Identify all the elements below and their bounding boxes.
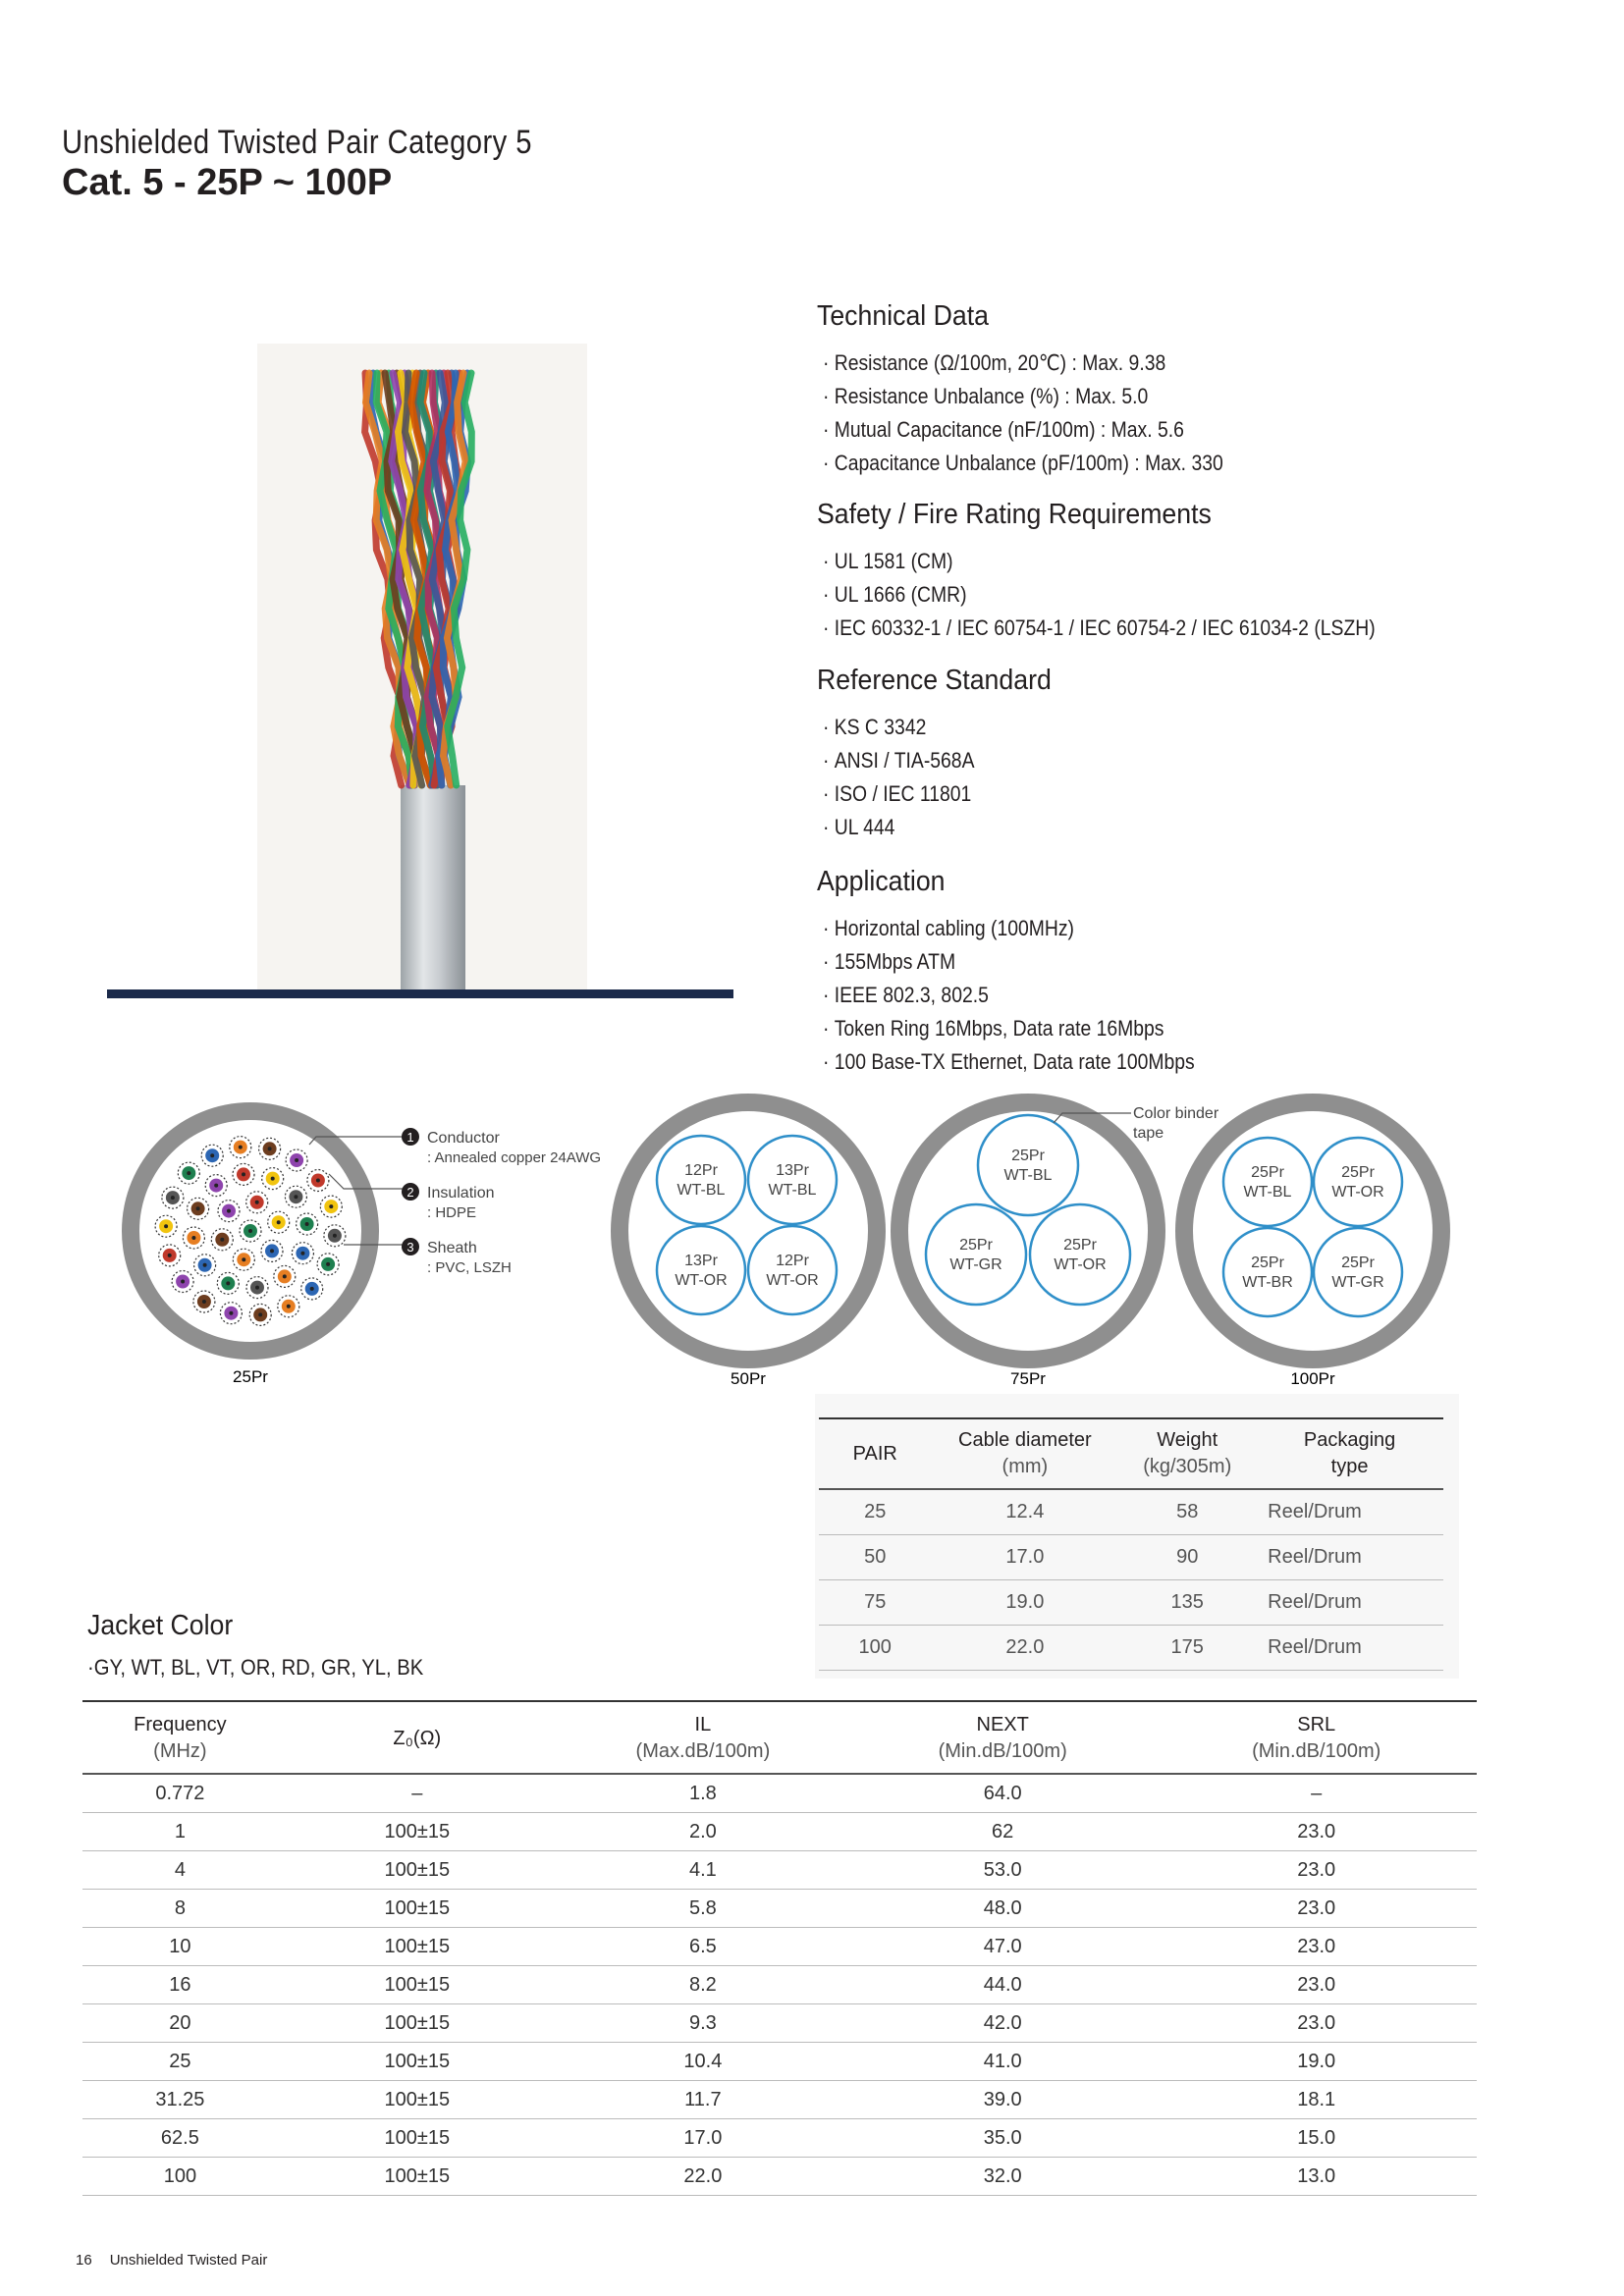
cell-diameter: 22.0 <box>931 1626 1118 1671</box>
bundle-color: WT-OR <box>675 1272 728 1289</box>
conductor-core <box>229 1311 233 1315</box>
cell-impedance: 100±15 <box>278 2043 557 2081</box>
dimensions-table <box>819 1417 1443 1671</box>
reference-heading: Reference Standard <box>817 665 1052 696</box>
cell-frequency: 62.5 <box>82 2119 278 2158</box>
cell-impedance: 100±15 <box>278 1928 557 1966</box>
insulation-label: Insulation <box>427 1185 495 1201</box>
bundle-color: WT-OR <box>766 1272 819 1289</box>
sheath-label: Sheath <box>427 1240 477 1256</box>
cell-impedance: 100±15 <box>278 1813 557 1851</box>
cell-pair: 75 <box>819 1580 931 1626</box>
cell-srl: 18.1 <box>1156 2081 1477 2119</box>
cell-next: 32.0 <box>849 2158 1156 2196</box>
cell-srl: 23.0 <box>1156 1851 1477 1890</box>
table-row <box>82 2043 1477 2081</box>
bundle-color: WT-OR <box>1331 1184 1384 1201</box>
cell-pair: 25 <box>819 1489 931 1535</box>
cell-il: 9.3 <box>557 2004 849 2043</box>
list-item: · Resistance (Ω/100m, 20℃) : Max. 9.38 <box>823 347 1475 380</box>
page-subtitle: Unshielded Twisted Pair Category 5 <box>62 124 532 161</box>
conductor-core <box>326 1262 330 1266</box>
cell-next: 47.0 <box>849 1928 1156 1966</box>
table-row <box>819 1626 1443 1671</box>
table-row <box>82 1851 1477 1890</box>
conductor-core <box>210 1153 214 1157</box>
cell-srl: 23.0 <box>1156 2004 1477 2043</box>
column-header: NEXT (Min.dB/100m) <box>849 1701 1156 1774</box>
insulation-number: 2 <box>406 1185 414 1200</box>
cell-frequency: 10 <box>82 1928 278 1966</box>
conductor-core <box>239 1146 243 1149</box>
conductor-core <box>255 1201 259 1204</box>
bundle-color: WT-BL <box>768 1182 817 1199</box>
conductor-core <box>277 1220 281 1224</box>
conductor-core <box>203 1263 207 1267</box>
conductor-core <box>305 1222 309 1226</box>
label-50pr: 50Pr <box>731 1369 766 1388</box>
cell-impedance: 100±15 <box>278 2119 557 2158</box>
conductor-core <box>220 1238 224 1242</box>
bundle-label: 25Pr <box>959 1237 993 1254</box>
cell-next: 64.0 <box>849 1774 1156 1813</box>
cell-weight: 175 <box>1118 1626 1256 1671</box>
safety-heading: Safety / Fire Rating Requirements <box>817 499 1212 530</box>
bundle-color: WT-BL <box>677 1182 726 1199</box>
conductor-core <box>258 1312 262 1316</box>
cell-srl: 23.0 <box>1156 1890 1477 1928</box>
conductor-core <box>268 1147 272 1150</box>
bundle-label: 25Pr <box>1011 1148 1045 1164</box>
column-header: Z₀(Ω) <box>278 1701 557 1774</box>
cell-frequency: 20 <box>82 2004 278 2043</box>
conductor-core <box>227 1209 231 1213</box>
list-item: · IEC 60332-1 / IEC 60754-1 / IEC 60754-2 / IEC 61034-2 (LSZH) <box>823 612 1475 645</box>
table-row <box>82 1966 1477 2004</box>
list-item: · UL 1581 (CM) <box>823 545 1475 578</box>
cell-il: 22.0 <box>557 2158 849 2196</box>
cell-impedance: 100±15 <box>278 1890 557 1928</box>
table-row <box>819 1489 1443 1535</box>
table-row <box>82 1928 1477 1966</box>
safety-section <box>817 499 1563 645</box>
list-item: · UL 444 <box>823 811 1475 844</box>
table-row <box>82 2158 1477 2196</box>
page-footer <box>76 2252 267 2269</box>
cell-diameter: 17.0 <box>931 1535 1118 1580</box>
cell-il: 6.5 <box>557 1928 849 1966</box>
bundle-color: WT-BR <box>1242 1274 1293 1291</box>
column-header: PAIR <box>819 1418 931 1489</box>
page-title: Cat. 5 - 25P ~ 100P <box>62 162 393 203</box>
photo-divider <box>107 989 733 998</box>
list-item: · IEEE 802.3, 802.5 <box>823 979 1475 1012</box>
cross-section-50pr <box>611 1094 886 1388</box>
conductor-core <box>316 1179 320 1183</box>
cell-frequency: 4 <box>82 1851 278 1890</box>
list-item: · 100 Base-TX Ethernet, Data rate 100Mbps <box>823 1045 1475 1079</box>
cell-il: 1.8 <box>557 1774 849 1813</box>
cross-section-25pr <box>122 1102 379 1386</box>
column-header: Cable diameter (mm) <box>931 1418 1118 1489</box>
cell-il: 4.1 <box>557 1851 849 1890</box>
cell-impedance: – <box>278 1774 557 1813</box>
column-header: SRL (Min.dB/100m) <box>1156 1701 1477 1774</box>
conductor-core <box>202 1300 206 1304</box>
cell-next: 48.0 <box>849 1890 1156 1928</box>
conductor-core <box>171 1196 175 1200</box>
footer-section: Unshielded Twisted Pair <box>109 2252 268 2269</box>
list-item: · UL 1666 (CMR) <box>823 578 1475 612</box>
label-25pr: 25Pr <box>233 1367 268 1386</box>
cell-next: 39.0 <box>849 2081 1156 2119</box>
cell-il: 5.8 <box>557 1890 849 1928</box>
label-100pr: 100Pr <box>1290 1369 1335 1388</box>
dimensions-table-panel <box>815 1394 1459 1679</box>
table-row <box>82 2119 1477 2158</box>
cell-diameter: 12.4 <box>931 1489 1118 1535</box>
conductor-value: : Annealed copper 24AWG <box>427 1149 602 1166</box>
cell-packaging: Reel/Drum <box>1256 1489 1443 1535</box>
cell-srl: 19.0 <box>1156 2043 1477 2081</box>
cell-pair: 50 <box>819 1535 931 1580</box>
bundle-color: WT-BL <box>1243 1184 1292 1201</box>
cell-diameter: 19.0 <box>931 1580 1118 1626</box>
cell-il: 11.7 <box>557 2081 849 2119</box>
cell-next: 62 <box>849 1813 1156 1851</box>
conductor-number: 1 <box>406 1130 414 1145</box>
bundle-label: 25Pr <box>1341 1164 1375 1181</box>
label-75pr: 75Pr <box>1010 1369 1046 1388</box>
cell-weight: 90 <box>1118 1535 1256 1580</box>
conductor-core <box>181 1280 185 1284</box>
table-row <box>819 1580 1443 1626</box>
cell-packaging: Reel/Drum <box>1256 1626 1443 1671</box>
cell-frequency: 100 <box>82 2158 278 2196</box>
bundle-color: WT-OR <box>1054 1256 1107 1273</box>
column-header: Frequency (MHz) <box>82 1701 278 1774</box>
cell-frequency: 16 <box>82 1966 278 2004</box>
list-item: · Horizontal cabling (100MHz) <box>823 912 1475 945</box>
color-binder-label: tape <box>1133 1125 1164 1142</box>
sheath-number: 3 <box>406 1240 414 1255</box>
cell-pair: 100 <box>819 1626 931 1671</box>
conductor-core <box>226 1281 230 1285</box>
cell-srl: 23.0 <box>1156 1966 1477 2004</box>
cell-packaging: Reel/Drum <box>1256 1535 1443 1580</box>
cell-il: 8.2 <box>557 1966 849 2004</box>
cable-photo <box>257 344 587 991</box>
bundle-label: 13Pr <box>684 1253 718 1269</box>
conductor-core <box>248 1229 252 1233</box>
conductor-core <box>164 1224 168 1228</box>
list-item: · ANSI / TIA-568A <box>823 744 1475 777</box>
conductor-core <box>191 1236 195 1240</box>
cell-frequency: 25 <box>82 2043 278 2081</box>
conductor-label: Conductor <box>427 1130 500 1147</box>
cell-next: 41.0 <box>849 2043 1156 2081</box>
cell-il: 10.4 <box>557 2043 849 2081</box>
reference-section <box>817 665 1563 844</box>
cell-frequency: 8 <box>82 1890 278 1928</box>
application-section <box>817 866 1563 1079</box>
bundle-label: 12Pr <box>776 1253 809 1269</box>
column-header: Packaging type <box>1256 1418 1443 1489</box>
list-item: · Resistance Unbalance (%) : Max. 5.0 <box>823 380 1475 413</box>
cell-srl: 15.0 <box>1156 2119 1477 2158</box>
page-number: 16 <box>76 2252 92 2269</box>
conductor-core <box>242 1257 245 1261</box>
cell-next: 44.0 <box>849 1966 1156 2004</box>
cell-frequency: 31.25 <box>82 2081 278 2119</box>
conductor-core <box>329 1204 333 1208</box>
bundle-label: 12Pr <box>684 1162 718 1179</box>
list-item: · KS C 3342 <box>823 711 1475 744</box>
insulation-value: : HDPE <box>427 1204 477 1221</box>
conductor-core <box>214 1184 218 1188</box>
cell-impedance: 100±15 <box>278 2081 557 2119</box>
cell-frequency: 0.772 <box>82 1774 278 1813</box>
conductor-core <box>295 1158 298 1162</box>
table-row <box>82 2081 1477 2119</box>
cell-srl: 23.0 <box>1156 1813 1477 1851</box>
cell-next: 35.0 <box>849 2119 1156 2158</box>
color-binder-label: Color binder <box>1133 1105 1219 1122</box>
conductor-core <box>270 1249 274 1253</box>
bundle-label: 25Pr <box>1251 1164 1284 1181</box>
jacket-color-heading: Jacket Color <box>87 1610 234 1641</box>
technical-data-heading: Technical Data <box>817 300 990 332</box>
table-row <box>82 2004 1477 2043</box>
cell-impedance: 100±15 <box>278 1851 557 1890</box>
cell-packaging: Reel/Drum <box>1256 1580 1443 1626</box>
cell-srl: 23.0 <box>1156 1928 1477 1966</box>
conductor-core <box>333 1234 337 1238</box>
jacket-color-value: · GY, WT, BL, VT, OR, RD, GR, YL, BK <box>87 1655 423 1681</box>
cell-impedance: 100±15 <box>278 1966 557 2004</box>
conductor-core <box>294 1195 298 1199</box>
cell-frequency: 1 <box>82 1813 278 1851</box>
column-header: IL (Max.dB/100m) <box>557 1701 849 1774</box>
list-item: · 155Mbps ATM <box>823 945 1475 979</box>
bundle-label: 25Pr <box>1063 1237 1097 1254</box>
table-row <box>82 1890 1477 1928</box>
conductor-core <box>283 1274 287 1278</box>
cell-srl: 13.0 <box>1156 2158 1477 2196</box>
bundle-color: WT-GR <box>949 1256 1002 1273</box>
cell-impedance: 100±15 <box>278 2158 557 2196</box>
bundle-label: 25Pr <box>1341 1255 1375 1271</box>
cross-section-100pr <box>1175 1094 1450 1388</box>
conductor-core <box>196 1206 200 1210</box>
list-item: · ISO / IEC 11801 <box>823 777 1475 811</box>
conductor-core <box>287 1305 291 1308</box>
list-item: · Token Ring 16Mbps, Data rate 16Mbps <box>823 1012 1475 1045</box>
conductor-core <box>310 1287 314 1291</box>
cross-section-diagrams <box>108 1088 1463 1392</box>
table-row <box>82 1774 1477 1813</box>
application-heading: Application <box>817 866 946 897</box>
column-header: Weight (kg/305m) <box>1118 1418 1256 1489</box>
performance-table <box>82 1700 1477 2196</box>
cell-next: 42.0 <box>849 2004 1156 2043</box>
bundle-label: 13Pr <box>776 1162 809 1179</box>
bundle-label: 25Pr <box>1251 1255 1284 1271</box>
conductor-core <box>255 1286 259 1290</box>
bundle-color: WT-GR <box>1331 1274 1384 1291</box>
conductor-core <box>271 1177 275 1181</box>
cell-il: 17.0 <box>557 2119 849 2158</box>
list-item: · Capacitance Unbalance (pF/100m) : Max. 330 <box>823 447 1475 480</box>
cell-impedance: 100±15 <box>278 2004 557 2043</box>
bundle-color: WT-BL <box>1003 1167 1053 1184</box>
cross-section-75pr <box>891 1094 1219 1388</box>
cell-next: 53.0 <box>849 1851 1156 1890</box>
conductor-core <box>168 1254 172 1257</box>
cell-weight: 135 <box>1118 1580 1256 1626</box>
cell-srl: – <box>1156 1774 1477 1813</box>
list-item: · Mutual Capacitance (nF/100m) : Max. 5.6 <box>823 413 1475 447</box>
cell-weight: 58 <box>1118 1489 1256 1535</box>
conductor-core <box>242 1172 245 1176</box>
table-row <box>82 1813 1477 1851</box>
technical-data-section <box>817 300 1563 480</box>
conductor-core <box>300 1252 304 1255</box>
conductor-core <box>187 1171 190 1175</box>
table-row <box>819 1535 1443 1580</box>
sheath-value: : PVC, LSZH <box>427 1259 512 1276</box>
cell-il: 2.0 <box>557 1813 849 1851</box>
